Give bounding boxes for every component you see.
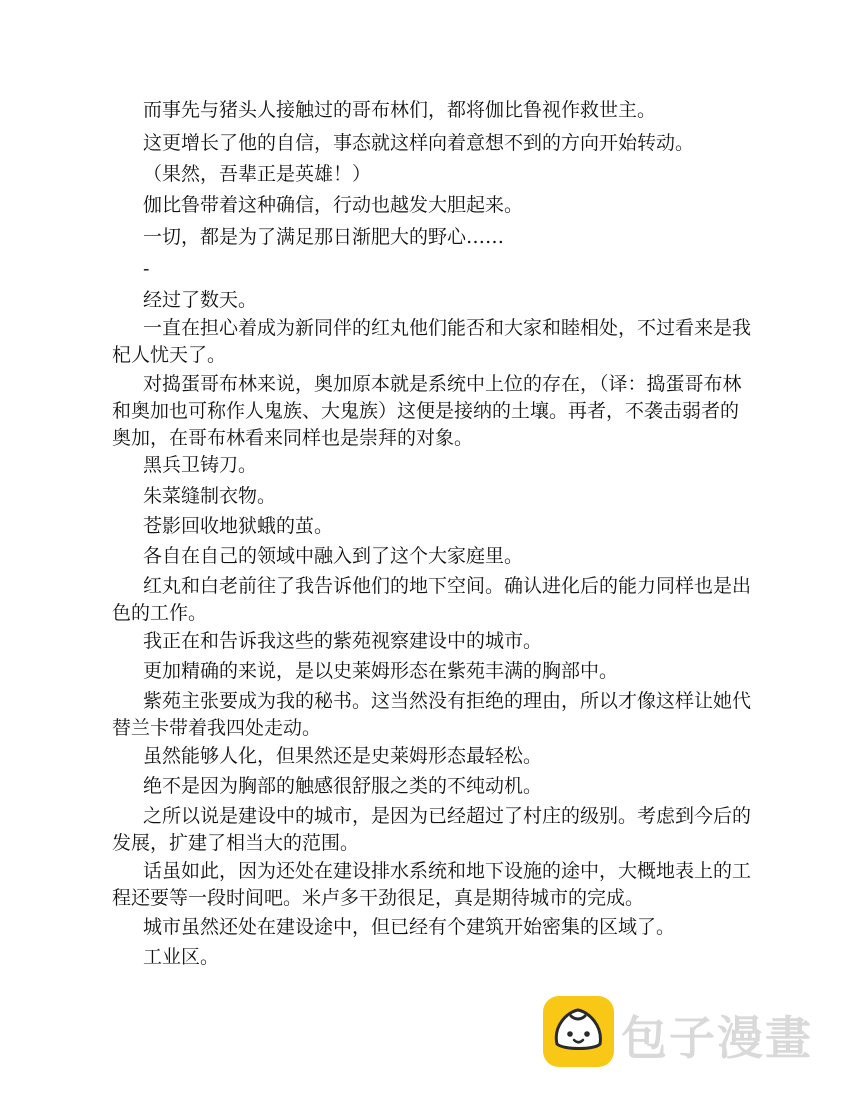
paragraph: 之所以说是建设中的城市，是因为已经超过了村庄的级别。考虑到今后的发展，扩建了相当大的范围。	[112, 805, 752, 854]
separator: -	[143, 258, 150, 280]
paragraph: 对捣蛋哥布林来说，奥加原本就是系统中上位的存在，（译：捣蛋哥布林和奥加也可称作人鬼族、大鬼族）这便是接纳的土壤。再者，不袭击弱者的奥加，在哥布林看来同样也是崇拜的对象。	[112, 373, 742, 449]
paragraph: 绝不是因为胸部的触感很舒服之类的不纯动机。	[143, 775, 543, 797]
paragraph: 更加精确的来说，是以史莱姆形态在紫苑丰满的胸部中。	[143, 660, 619, 682]
paragraph: （果然，吾辈正是英雄！）	[143, 163, 372, 185]
paragraph: 黑兵卫铸刀。	[143, 454, 258, 476]
paragraph: 话虽如此，因为还处在建设排水系统和地下设施的途中，大概地表上的工程还要等一段时间吧。米卢多干劲很足，真是期待城市的完成。	[112, 860, 752, 909]
paragraph: 一切，都是为了满足那日渐肥大的野心……	[143, 226, 505, 248]
paragraph: 这更增长了他的自信，事态就这样向着意想不到的方向开始转动。	[143, 132, 695, 154]
paragraph: 各自在自己的领域中融入到了这个大家庭里。	[143, 545, 524, 567]
paragraph: 伽比鲁带着这种确信，行动也越发大胆起来。	[143, 194, 524, 216]
paragraph: 经过了数天。	[143, 289, 258, 311]
watermark-text: 包子漫畫	[621, 1011, 813, 1065]
paragraph: 苍影回收地狱蛾的茧。	[143, 515, 334, 537]
paragraph: 朱菜缝制衣物。	[143, 485, 277, 507]
paragraph: 城市虽然还处在建设途中，但已经有个建筑开始密集的区域了。	[143, 916, 676, 938]
paragraph: 而事先与猪头人接触过的哥布林们，都将伽比鲁视作救世主。	[143, 99, 657, 121]
paragraph: 虽然能够人化，但果然还是史莱姆形态最轻松。	[143, 745, 543, 767]
watermark	[543, 996, 823, 1068]
paragraph: 我正在和告诉我这些的紫苑视察建设中的城市。	[143, 630, 543, 652]
bun-logo-icon	[543, 996, 614, 1067]
paragraph: 工业区。	[143, 946, 220, 968]
paragraph: 一直在担心着成为新同伴的红丸他们能否和大家和睦相处，不过看来是我杞人忧天了。	[112, 317, 752, 366]
paragraph: 红丸和白老前往了我告诉他们的地下空间。确认进化后的能力同样也是出色的工作。	[112, 575, 752, 624]
paragraph: 紫苑主张要成为我的秘书。这当然没有拒绝的理由，所以才像这样让她代替兰卡带着我四处走动。	[112, 690, 752, 739]
